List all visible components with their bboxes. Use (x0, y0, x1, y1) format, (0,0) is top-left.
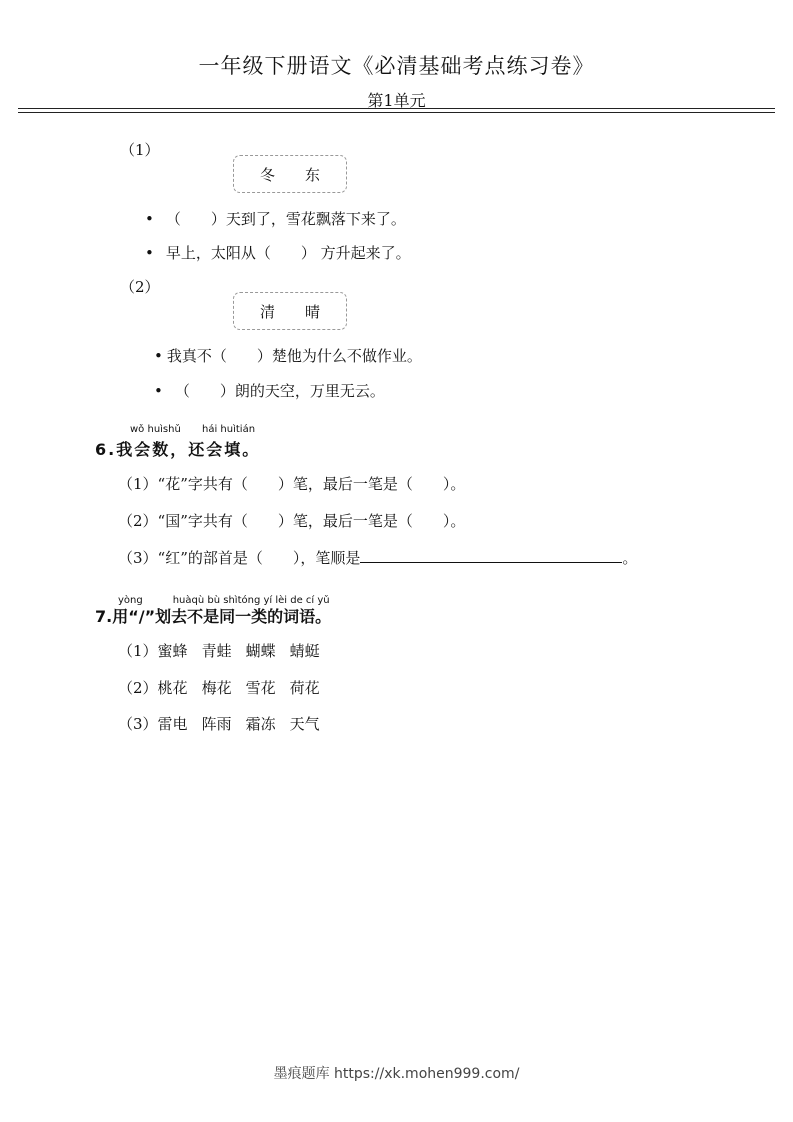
part1-sentence-2 (145, 242, 411, 263)
section6-item-3 (118, 547, 637, 568)
word: 蜜蜂 (157, 642, 188, 660)
header-rule-thin (18, 112, 775, 113)
word: 桃花 (157, 679, 188, 697)
word: 蜻蜓 (289, 642, 320, 660)
part2-sentence-1-text: 我真不（ ）楚他为什么不做作业。 (166, 347, 422, 365)
section7-heading: 7.用“/”划去不是同一类的词语。 (95, 607, 332, 626)
row-label: （2） (118, 679, 158, 697)
word: 蝴蝶 (245, 642, 276, 660)
part2-label: （2） (120, 278, 160, 296)
section7-row-3 (118, 713, 320, 734)
page-title: 一年级下册语文《必清基础考点练习卷》 (198, 54, 595, 78)
word-box-1-word-1: 冬 (259, 165, 275, 184)
footer-watermark: 墨痕题库 https://xk.mohen999.com/ (273, 1066, 520, 1082)
word: 雪花 (245, 679, 276, 697)
section6-pinyin-1: wǒ huìshǔ (130, 424, 181, 435)
word: 青蛙 (201, 642, 232, 660)
part1-sentence-2-text: 早上，太阳从（ ） 方升起来了。 (165, 244, 411, 262)
part2-sentence-2-text: （ ）朗的天空，万里无云。 (174, 382, 385, 400)
section7-row-1 (118, 640, 320, 661)
part2-sentence-2 (154, 380, 385, 401)
section6-item-3-text: （3）“红”的部首是（ ），笔顺是 (118, 549, 361, 567)
word-box-2-word-2: 晴 (305, 302, 321, 321)
word: 雷电 (157, 715, 188, 733)
section6-heading: 6.我会数，还会填。 (95, 440, 261, 459)
section6-item-2: （2）“国”字共有（ ）笔，最后一笔是（ ）。 (118, 512, 466, 530)
section7-pinyin: yòng huàqù bù shìtóng yí lèi de cí yǔ (118, 595, 330, 606)
row-label: （3） (118, 715, 158, 733)
section6-item-1: （1）“花”字共有（ ）笔，最后一笔是（ ）。 (118, 475, 466, 493)
word: 荷花 (289, 679, 320, 697)
part1-sentence-1 (145, 208, 406, 229)
word: 霜冻 (245, 715, 276, 733)
word-box-1 (233, 155, 347, 193)
bullet: • (154, 382, 163, 400)
section7-row-2 (118, 677, 320, 698)
part2-sentence-1 (154, 345, 422, 366)
word-box-2-word-1: 清 (259, 302, 275, 321)
section6-item-3-end: 。 (622, 549, 638, 567)
word: 梅花 (201, 679, 232, 697)
word-box-2 (233, 292, 347, 330)
row-label: （1） (118, 642, 158, 660)
header-rule-thick (18, 108, 775, 109)
part1-sentence-1-text: （ ）天到了，雪花飘落下来了。 (165, 210, 406, 228)
word: 天气 (289, 715, 320, 733)
word: 阵雨 (201, 715, 232, 733)
answer-line[interactable] (360, 547, 622, 563)
page-subtitle: 第1单元 (367, 91, 426, 110)
section6-pinyin-2: hái huìtián (202, 424, 256, 435)
part1-label: （1） (120, 141, 160, 159)
word-box-1-word-2: 东 (305, 165, 321, 184)
bullet: • (145, 210, 154, 228)
bullet: • (154, 347, 163, 365)
bullet: • (145, 244, 154, 262)
